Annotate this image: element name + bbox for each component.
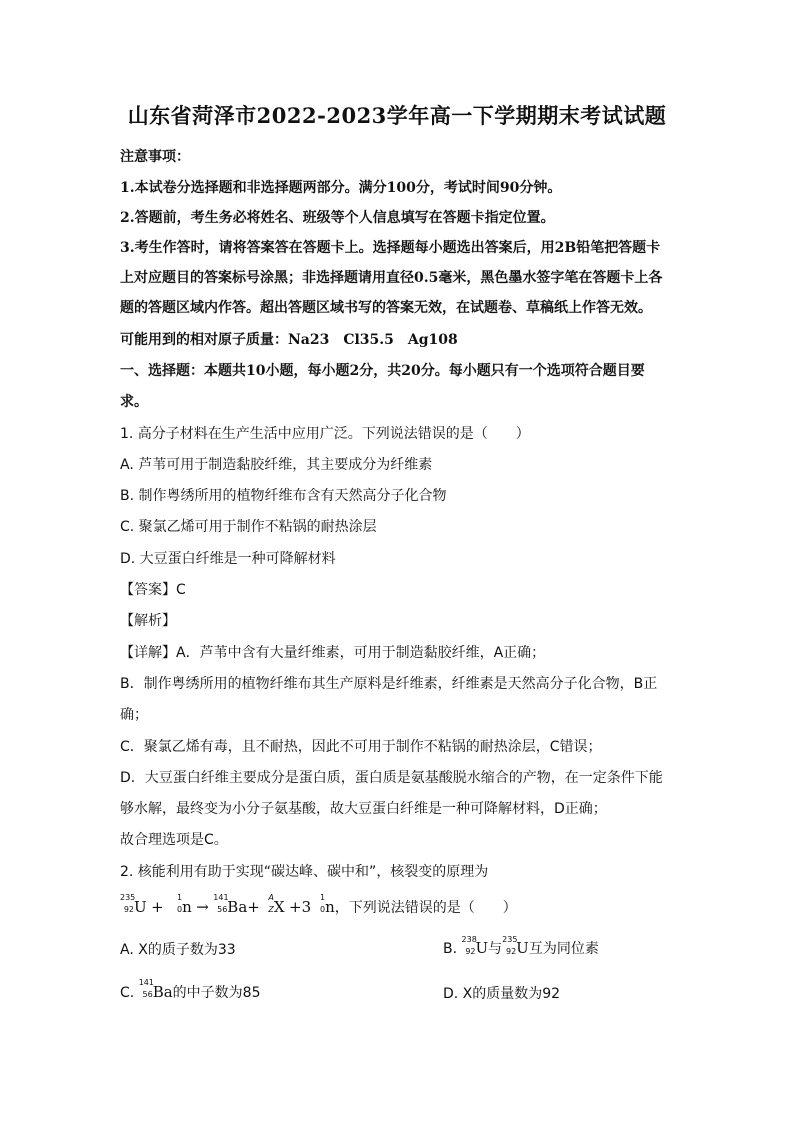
q2-stem-suffix: ，下列说法错误的是（ ） [334,900,517,916]
notice-heading: 注意事项： [120,149,190,165]
q2-option-d: D. X的质量数为92 [443,986,561,1002]
section-heading-line-2: 求。 [120,394,148,410]
nuclide-neutron: 1 0 n [177,893,192,916]
q1-option-d: D. 大豆蛋白纤维是一种可降解材料 [120,551,336,567]
notice-item-3-line-2: 上对应题目的答案标号涂黑；非选择题请用直径0.5毫米，黑色墨水签字笔在答题卡上各 [120,270,663,286]
q1-detail-d-line-1: D．大豆蛋白纤维主要成分是蛋白质，蛋白质是氨基酸脱水缩合的产物，在一定条件下能 [120,770,663,786]
nuclide-neutron-product: 1 0 n [320,893,335,916]
q1-detail-a: 【详解】A．芦苇中含有大量纤维素，可用于制造黏胶纤维，A正确； [120,645,546,661]
q1-option-b: B. 制作粤绣所用的植物纤维布含有天然高分子化合物 [120,488,447,504]
notice-item-3-line-3: 题的答题区域内作答。超出答题区域书写的答案无效，在试题卷、草稿纸上作答无效。 [120,300,652,316]
reaction-arrow: → [196,898,209,916]
q2-option-c: C. 141 56 Ba的中子数为85 [120,978,261,1001]
atomic-masses: 可能用到的相对原子质量：Na23 Cl35.5 Ag108 [120,332,458,348]
q1-detail-b-line-1: B．制作粤绣所用的植物纤维布其生产原料是纤维素，纤维素是天然高分子化合物，B正 [120,676,658,692]
nuclide-u235: 235 92 U [120,893,147,916]
nuclide-x: A Z X [268,893,285,916]
section-heading-line-1: 一、选择题：本题共10小题，每小题2分，共20分。每小题只有一个选项符合题目要 [120,363,645,379]
q2-equation: 235 92 U + 1 0 n → 141 56 Ba+ A Z X +3 1 0 n，下列说法错误的是（ ） [120,893,517,916]
q1-option-a: A. 芦苇可用于制造黏胶纤维，其主要成分为纤维素 [120,457,433,473]
neutron-coefficient: 3 [301,898,312,916]
notice-item-1: 1.本试卷分选择题和非选择题两部分。满分100分，考试时间90分钟。 [120,180,562,196]
q2-stem: 2. 核能利用有助于实现“碳达峰、碳中和”，核裂变的原理为 [120,864,489,880]
page-title: 山东省菏泽市2022-2023学年高一下学期期末考试试题 [127,103,667,128]
q1-detail-b-line-2: 确； [120,707,148,723]
q1-stem: 1. 高分子材料在生产生活中应用广泛。下列说法错误的是（ ） [120,426,530,442]
nuclide-ba141: 141 56 Ba [213,893,248,916]
q2-option-a: A. X的质子数为33 [120,942,236,958]
q1-analysis-label: 【解析】 [120,613,176,629]
q1-conclusion: 故合理选项是C。 [120,832,228,848]
q1-answer: 【答案】C [120,582,186,598]
notice-item-3-line-1: 3.考生作答时，请将答案答在答题卡上。选择题每小题选出答案后，用2B铅笔把答题卡 [120,240,661,256]
notice-item-2: 2.答题前，考生务必将姓名、班级等个人信息填写在答题卡指定位置。 [120,210,555,226]
q2-option-b: B. 238 92 U与 235 92 U互为同位素 [443,935,599,957]
q1-detail-d-line-2: 够水解，最终变为小分子氨基酸，故大豆蛋白纤维是一种可降解材料，D正确； [120,801,607,817]
q1-option-c: C. 聚氯乙烯可用于制作不粘锅的耐热涂层 [120,519,377,535]
q1-detail-c: C．聚氯乙烯有毒，且不耐热，因此不可用于制作不粘锅的耐热涂层，C错误； [120,739,602,755]
